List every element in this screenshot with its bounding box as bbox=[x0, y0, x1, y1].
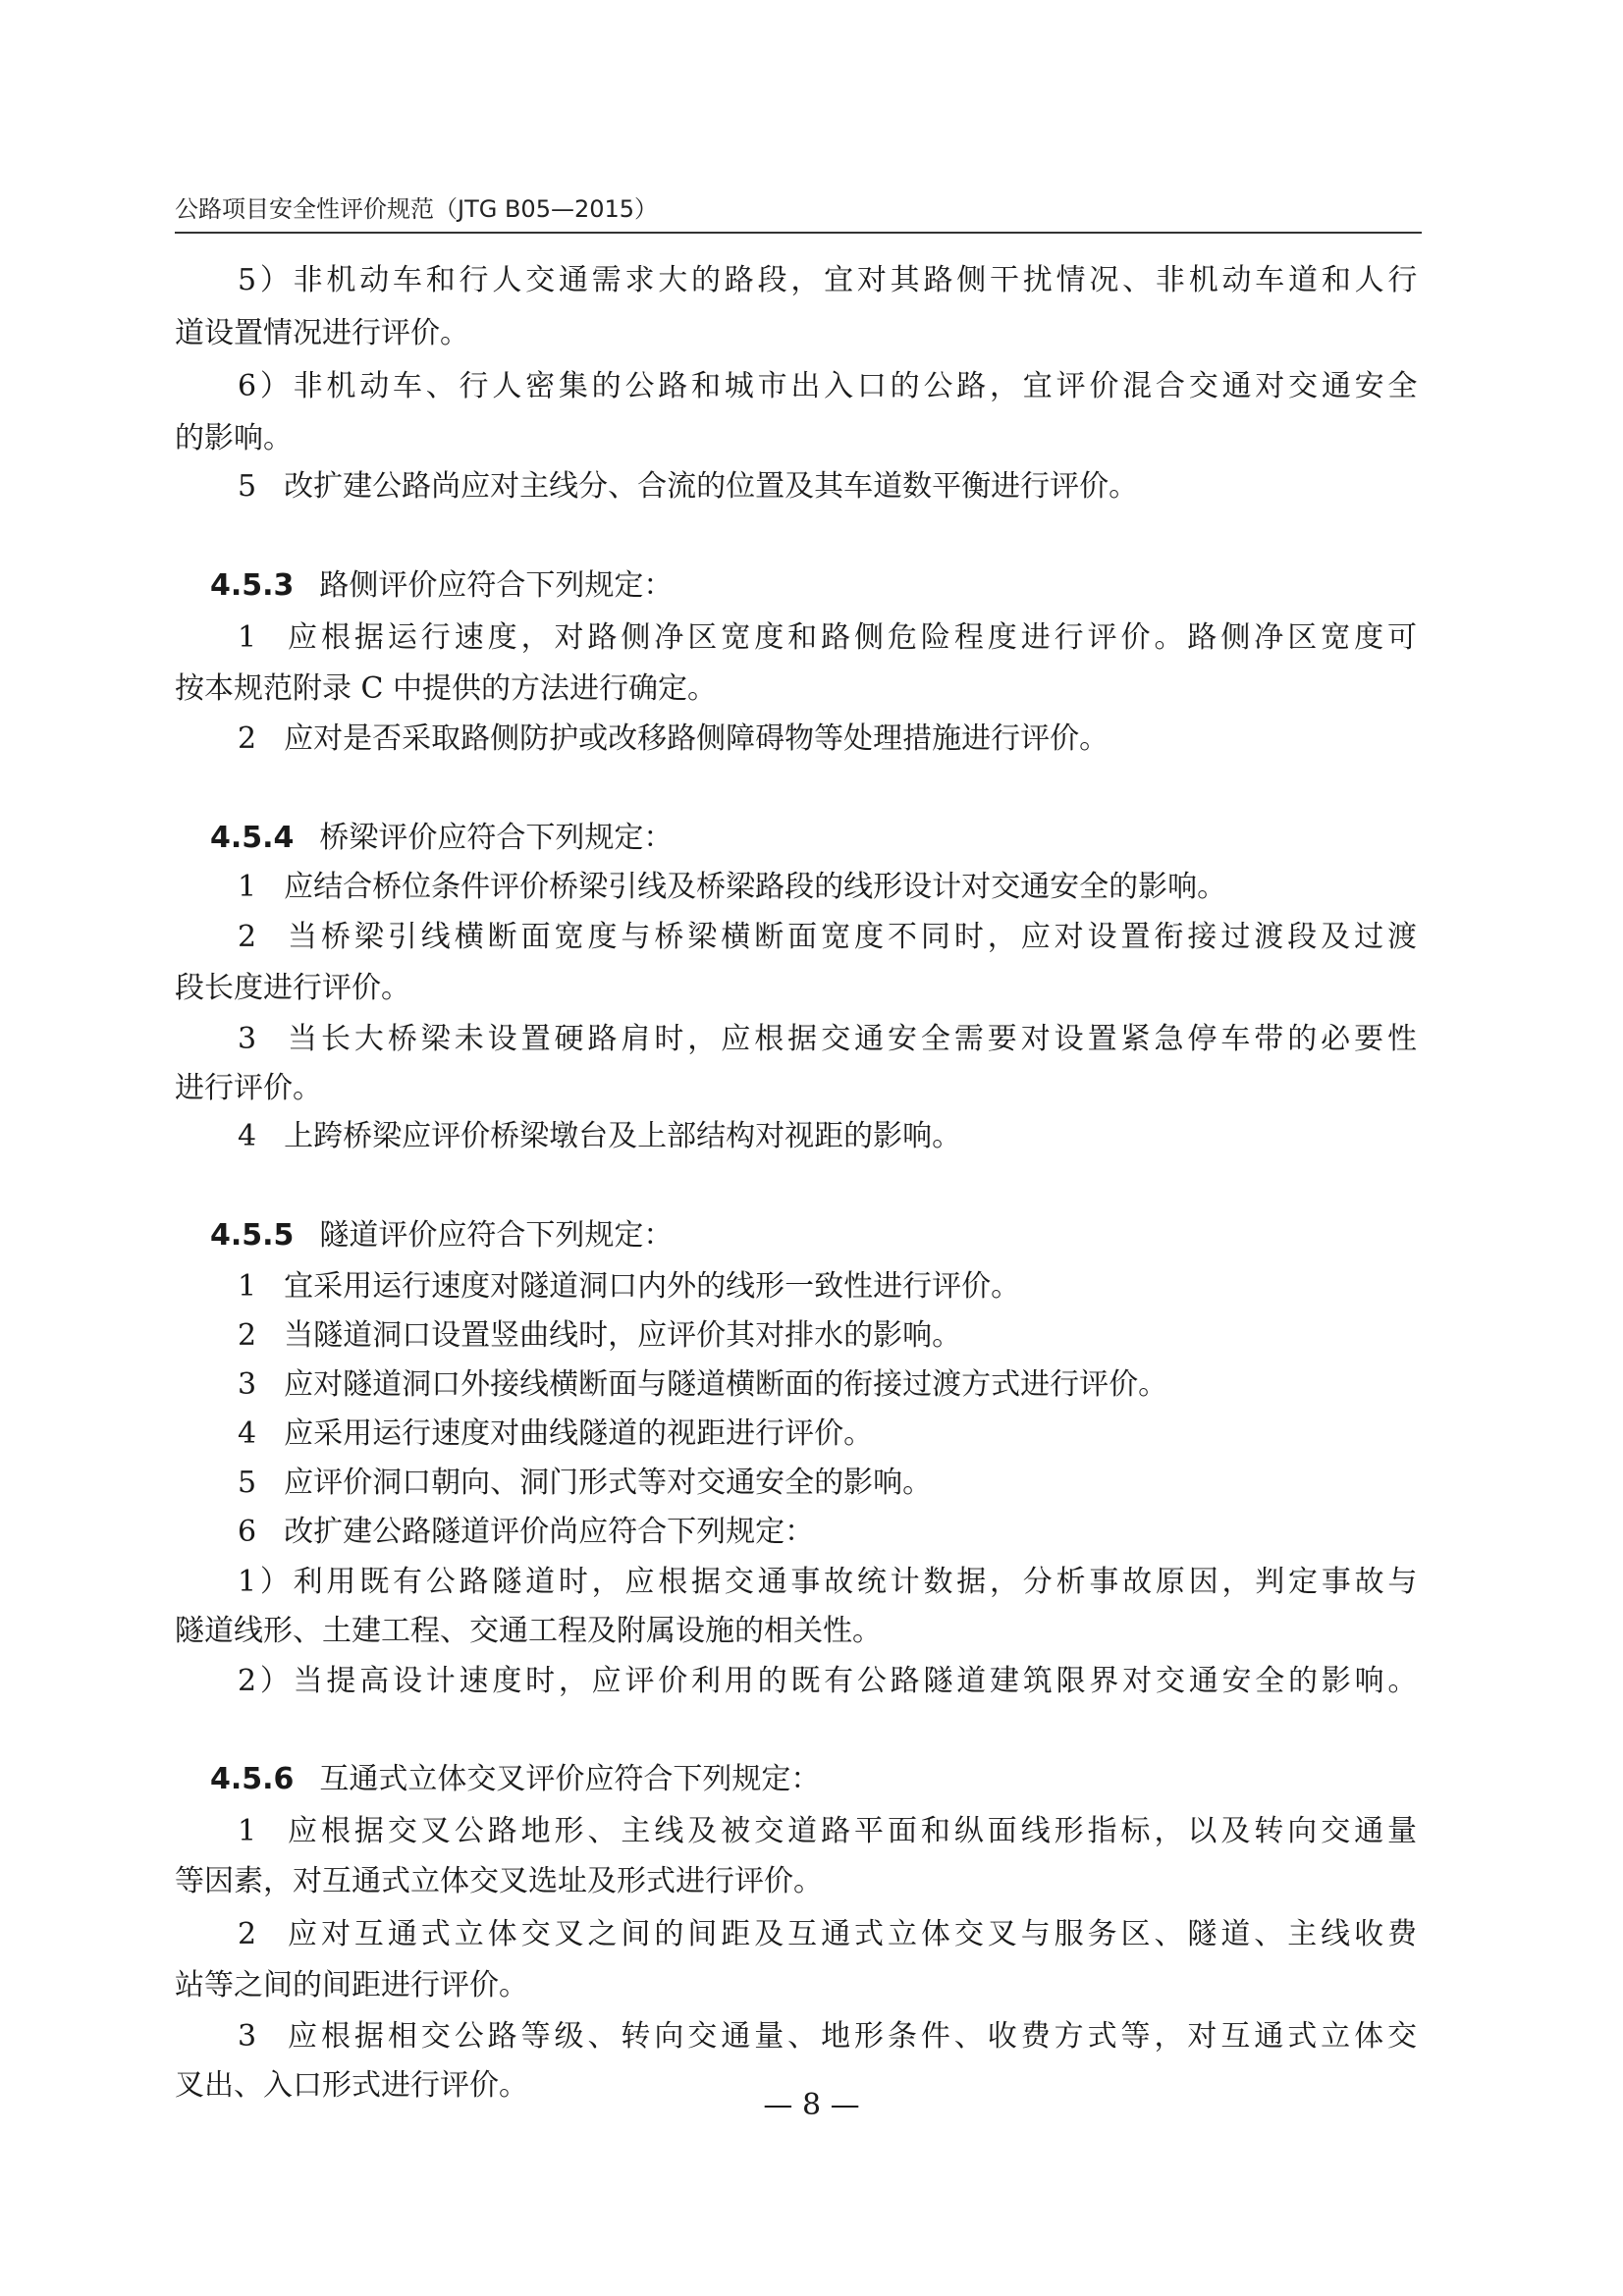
clause-text: 应对是否采取路侧防护或改移路侧障碍物等处理措施进行评价。 bbox=[284, 721, 1109, 756]
clause-number: 3 bbox=[238, 1022, 261, 1056]
clause-text: 上跨桥梁应评价桥梁墩台及上部结构对视距的影响。 bbox=[284, 1119, 962, 1153]
section-title: 隧道评价应符合下列规定： bbox=[319, 1218, 674, 1253]
clause-4-line bbox=[238, 1117, 961, 1156]
section-number: 4.5.3 bbox=[210, 568, 295, 603]
section-title: 路侧评价应符合下列规定： bbox=[319, 568, 674, 603]
page-number: — 8 — bbox=[763, 2088, 860, 2122]
clause-number: 5 bbox=[238, 469, 257, 504]
clause-1-line1 bbox=[238, 618, 1421, 658]
section-title: 桥梁评价应符合下列规定： bbox=[319, 821, 674, 855]
clause-1-line bbox=[238, 868, 1226, 907]
clause-number: 4 bbox=[238, 1119, 257, 1153]
clause-text: 应根据相交公路等级、转向交通量、地形条件、收费方式等，对互通式立体交 bbox=[288, 2019, 1421, 2054]
clause-number: 6 bbox=[238, 1515, 257, 1549]
sub-item-1-line1: 1）利用既有公路隧道时，应根据交通事故统计数据，分析事故原因，判定事故与 bbox=[238, 1565, 1422, 1599]
clause-number: 5 bbox=[238, 1466, 257, 1500]
clause-text: 应结合桥位条件评价桥梁引线及桥梁路段的线形设计对交通安全的影响。 bbox=[284, 870, 1227, 904]
header-rule bbox=[175, 232, 1422, 234]
clause-number: 1 bbox=[238, 1269, 257, 1304]
clause-2-line bbox=[238, 720, 1109, 759]
clause-text: 应采用运行速度对曲线隧道的视距进行评价。 bbox=[284, 1416, 874, 1451]
clause-3-line bbox=[238, 1365, 1167, 1405]
clause-number: 4 bbox=[238, 1416, 257, 1451]
list-item-6-line1: 6）非机动车、行人密集的公路和城市出入口的公路，宜评价混合交通对交通安全 bbox=[238, 369, 1422, 403]
list-item-6-line2: 的影响。 bbox=[175, 421, 293, 455]
clause-4-line bbox=[238, 1415, 873, 1454]
clause-2-line bbox=[238, 1316, 961, 1356]
section-4-5-5-heading bbox=[210, 1216, 673, 1255]
clause-text: 改扩建公路尚应对主线分、合流的位置及其车道数平衡进行评价。 bbox=[284, 469, 1139, 504]
clause-text: 当隧道洞口设置竖曲线时，应评价其对排水的影响。 bbox=[284, 1318, 962, 1353]
section-4-5-3-heading bbox=[210, 566, 673, 606]
clause-1-line bbox=[238, 1267, 1020, 1307]
clause-text: 改扩建公路隧道评价尚应符合下列规定： bbox=[284, 1515, 815, 1549]
clause-3-line2: 叉出、入口形式进行评价。 bbox=[175, 2068, 528, 2103]
section-4-5-4-heading bbox=[210, 819, 673, 858]
clause-text: 当桥梁引线横断面宽度与桥梁横断面宽度不同时，应对设置衔接过渡段及过渡 bbox=[288, 920, 1421, 954]
clause-number: 1 bbox=[238, 870, 257, 904]
clause-5-line bbox=[238, 1464, 932, 1503]
clause-number: 2 bbox=[238, 920, 261, 954]
clause-text: 宜采用运行速度对隧道洞口内外的线形一致性进行评价。 bbox=[284, 1269, 1021, 1304]
clause-5-line bbox=[238, 467, 1138, 507]
clause-number: 2 bbox=[238, 1318, 257, 1353]
clause-2-line2: 段长度进行评价。 bbox=[175, 971, 410, 1005]
clause-number: 2 bbox=[238, 1917, 261, 1951]
clause-2-line2: 站等之间的间距进行评价。 bbox=[175, 1968, 528, 2002]
clause-text: 应对隧道洞口外接线横断面与隧道横断面的衔接过渡方式进行评价。 bbox=[284, 1367, 1168, 1402]
clause-3-line1 bbox=[238, 1020, 1421, 1059]
list-item-5-line2: 道设置情况进行评价。 bbox=[175, 316, 469, 350]
clause-text: 应根据交叉公路地形、主线及被交道路平面和纵面线形指标，以及转向交通量 bbox=[288, 1814, 1421, 1848]
clause-1-line1 bbox=[238, 1812, 1421, 1851]
clause-3-line2: 进行评价。 bbox=[175, 1071, 322, 1105]
clause-2-line1 bbox=[238, 1915, 1421, 1954]
section-number: 4.5.6 bbox=[210, 1762, 295, 1796]
clause-1-line2: 按本规范附录 C 中提供的方法进行确定。 bbox=[175, 671, 718, 706]
clause-2-line1 bbox=[238, 918, 1421, 957]
clause-text: 应评价洞口朝向、洞门形式等对交通安全的影响。 bbox=[284, 1466, 933, 1500]
list-item-5-line1: 5）非机动车和行人交通需求大的路段，宜对其路侧干扰情况、非机动车道和人行 bbox=[238, 263, 1422, 297]
sub-item-2-line: 2）当提高设计速度时，应评价利用的既有公路隧道建筑限界对交通安全的影响。 bbox=[238, 1664, 1422, 1698]
section-number: 4.5.4 bbox=[210, 821, 295, 855]
clause-number: 3 bbox=[238, 1367, 257, 1402]
clause-number: 1 bbox=[238, 1814, 261, 1848]
clause-text: 当长大桥梁未设置硬路肩时，应根据交通安全需要对设置紧急停车带的必要性 bbox=[288, 1022, 1421, 1056]
clause-text: 应对互通式立体交叉之间的间距及互通式立体交叉与服务区、隧道、主线收费 bbox=[288, 1917, 1421, 1951]
clause-1-line2: 等因素，对互通式立体交叉选址及形式进行评价。 bbox=[175, 1864, 823, 1898]
sub-item-1-line2: 隧道线形、土建工程、交通工程及附属设施的相关性。 bbox=[175, 1614, 882, 1648]
clause-number: 3 bbox=[238, 2019, 261, 2054]
clause-3-line1 bbox=[238, 2017, 1421, 2056]
clause-number: 1 bbox=[238, 620, 261, 655]
section-title: 互通式立体交叉评价应符合下列规定： bbox=[319, 1762, 821, 1796]
section-4-5-6-heading bbox=[210, 1760, 820, 1799]
clause-6-line bbox=[238, 1513, 814, 1552]
clause-text: 应根据运行速度，对路侧净区宽度和路侧危险程度进行评价。路侧净区宽度可 bbox=[288, 620, 1421, 655]
running-header: 公路项目安全性评价规范（JTG B05—2015） bbox=[175, 195, 659, 223]
clause-number: 2 bbox=[238, 721, 257, 756]
section-number: 4.5.5 bbox=[210, 1218, 295, 1253]
